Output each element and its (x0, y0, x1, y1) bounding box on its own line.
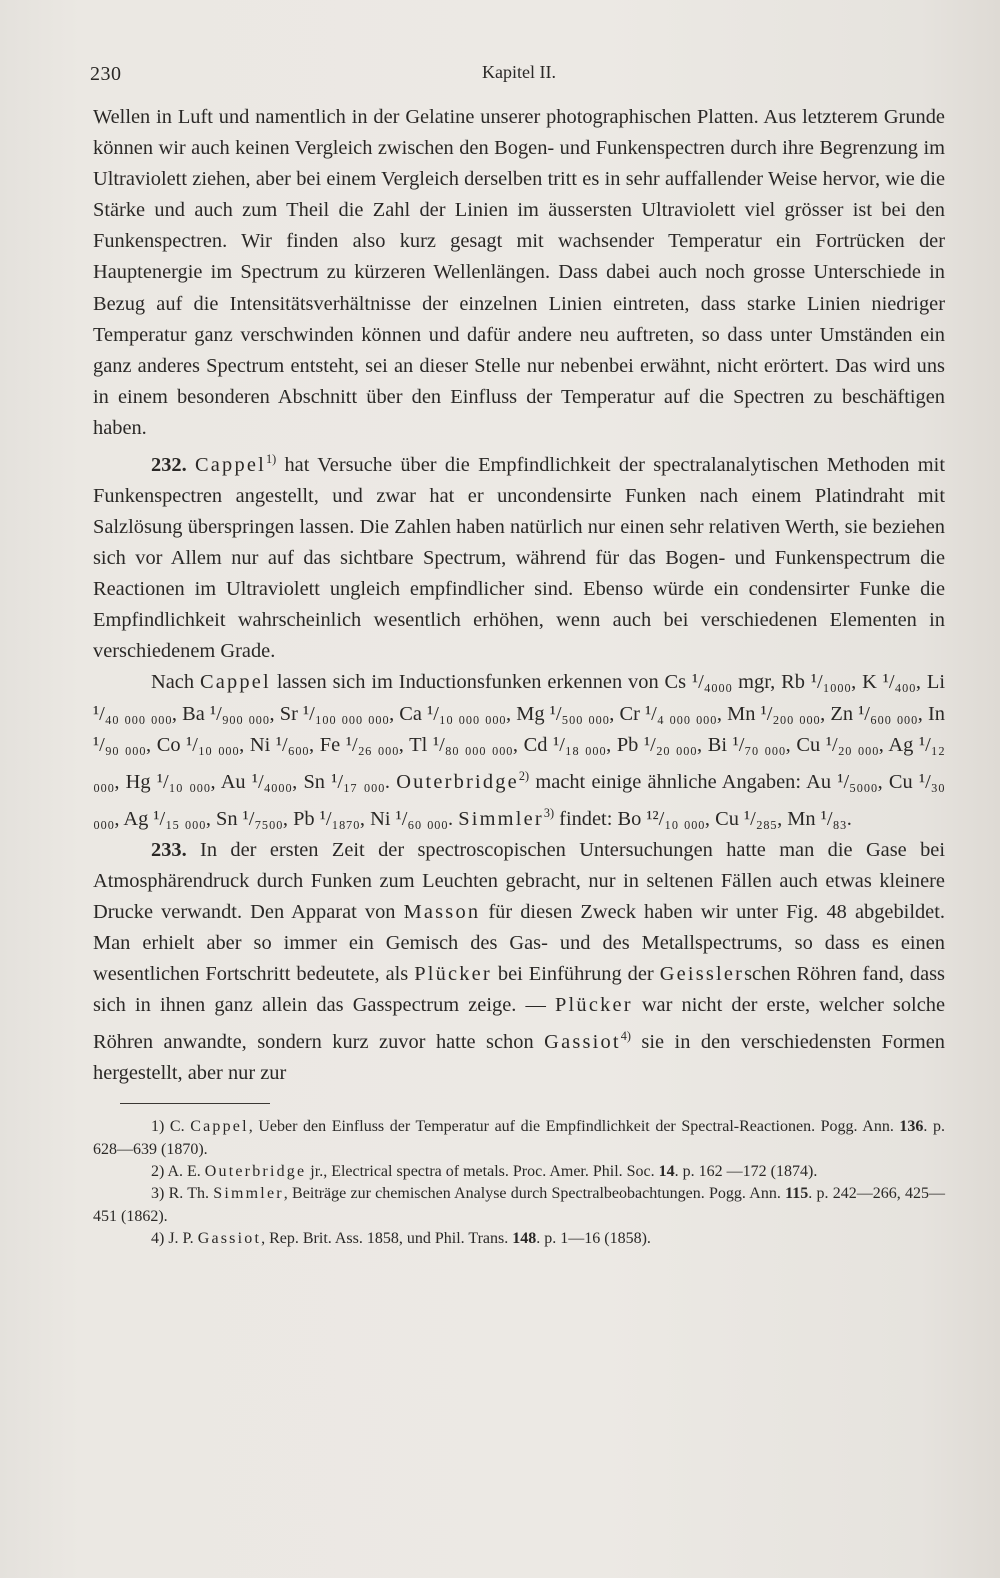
body-text (93, 102, 945, 1089)
author-name: Plücker (414, 962, 492, 985)
author-name: Cappel (199, 671, 271, 694)
paragraph-sensitivity: Nach Cappel lassen sich im Inductionsfunken erkennen von Cs ¹/₄₀₀₀ mgr, Rb ¹/₁₀₀₀, K ¹/₄₀₀, Li ¹/₄₀ ₀₀₀ ₀₀₀, Ba ¹/₉₀₀ ₀₀₀, Sr ¹/₁₀₀ ₀₀₀ ₀₀₀, Ca ¹/₁₀ ₀₀₀ ₀₀₀, Mg ¹/₅₀₀ ₀₀₀, Cr ¹/₄ ₀₀₀ ₀₀₀, Mn ¹/₂₀₀ ₀₀₀, Zn ¹/₆₀₀ ₀₀₀, In ¹/₉₀ ₀₀₀, Co ¹/₁₀ ₀₀₀, Ni ¹/₆₀₀, Fe ¹/₂₆ ₀₀₀, Tl ¹/₈₀ ₀₀₀ ₀₀₀, Cd ¹/₁₈ ₀₀₀, Pb ¹/₂₀ ₀₀₀, Bi ¹/₇₀ ₀₀₀, Cu ¹/₂₀ ₀₀₀, Ag ¹/₁₂ ₀₀₀, Hg ¹/₁₀ ₀₀₀, Au ¹/₄₀₀₀, Sn ¹/₁₇ ₀₀₀. Outerbridge$^{2)}$ macht einige ähnliche Angaben: Au ¹/₅₀₀₀, Cu ¹/₃₀ ₀₀₀, Ag ¹/₁₅ ₀₀₀, Sn ¹/₇₅₀₀, Pb ¹/₁₈₇₀, Ni ¹/₆₀ ₀₀₀. Simmler$^{3)}$ findet: Bo ¹²/₁₀ ₀₀₀, Cu ¹/₂₈₅, Mn ¹/₈₃. (93, 671, 945, 830)
section-number: 233. (151, 838, 187, 861)
author-name: Simmler (213, 1185, 284, 1203)
author-name: Cappel (190, 1118, 249, 1136)
footnotes (93, 1116, 945, 1250)
footnote-1: 1) C. Cappel, Ueber den Einfluss der Temperatur auf die Empfindlichkeit der Spectral-Reactionen. Pogg. Ann. 136. p. 628—639 (1870). (93, 1118, 946, 1158)
footnote-2: 2) A. E. Outerbridge jr., Electrical spectra of metals. Proc. Amer. Phil. Soc. 14. p. 162 —172 (1874). (151, 1162, 818, 1180)
author-name: Geissler (659, 962, 745, 985)
footnote-ref: 3) (543, 805, 555, 820)
page-header (90, 58, 945, 88)
footnote-3: 3) R. Th. Simmler, Beiträge zur chemischen Analyse durch Spectralbeobachtungen. Pogg. Ann. 115. p. 242—266, 425—451 (1862). (93, 1185, 946, 1225)
paragraph-continuation: Wellen in Luft und namentlich in der Gelatine unserer photographischen Platten. Aus letzterem Grunde können wir auch keinen Vergleich zwischen den Bogen- und Funkenspectren durch ihre Begrenzung im Ultraviolett ziehen, aber bei einem Vergleich derselben tritt es in sehr auffallender Weise hervor, wie die Stärke und auch zum Theil die Zahl der Linien im äussersten Ultraviolett viel grösser ist bei den Funkenspectren. Wir finden also kurz gesagt mit wachsender Temperatur ein Fortrücken der Hauptenergie im Spectrum zu kürzeren Wellenlängen. Dass dabei auch noch grosse Unterschiede in Bezug auf die Intensitätsverhältnisse der einzelnen Linien eintreten, dass starke Linien niedriger Temperatur ganz verschwinden können und dafür andere neu auftreten, so dass unter Umständen ein ganz anderes Spectrum entsteht, sei an dieser Stelle nur nebenbei erwähnt, nicht erörtert. Das wird uns in einem besonderen Abschnitt über den Einfluss der Temperatur auf die Spectren zu beschäftigen haben. (93, 106, 945, 439)
footnote-ref: 1) (265, 452, 277, 467)
footnote-ref: 2) (518, 768, 530, 783)
footnote-divider (120, 1103, 270, 1104)
author-name: Outerbridge (204, 1162, 307, 1180)
author-name: Cappel (195, 453, 266, 476)
author-name: Masson (403, 900, 481, 923)
section-232 (93, 444, 945, 667)
author-name: Plücker (555, 994, 633, 1017)
author-name: Gassiot (197, 1230, 262, 1248)
footnote-ref: 4) (620, 1029, 631, 1044)
running-head: Kapitel II. (482, 62, 556, 82)
footnote-4: 4) J. P. Gassiot, Rep. Brit. Ass. 1858, und Phil. Trans. 148. p. 1—16 (1858). (151, 1230, 651, 1248)
section-text: hat Versuche über die Empfindlichkeit der spectralanalytischen Methoden mit Funkenspectren angestellt, und zwar hat er uncondensirte Funken nach einem Platindraht mit Salzlösung überspringen lassen. Die Zahlen haben natürlich nur einen sehr relativen Werth, sie beziehen sich vor Allem nur auf das sichtbare Spectrum, während für das Bogen- und Funkenspectrum die Reactionen im Ultraviolett ungleich empfindlicher sind. Ebenso würde ein condensirter Funke die Empfindlichkeit wahrscheinlich wesentlich erhöhen, wenn auch bei verschiedenen Elementen in verschiedenem Grade. (93, 453, 945, 663)
author-name: Outerbridge (396, 770, 519, 793)
author-name: Gassiot (544, 1030, 621, 1053)
section-number: 232. (151, 453, 187, 476)
author-name: Simmler (458, 807, 544, 830)
page-number: 230 (90, 63, 122, 85)
section-233: 233. In der ersten Zeit der spectroscopischen Untersuchungen hatte man die Gase bei Atmosphärendruck durch Funken zum Leuchten gebracht, nur in seltenen Fällen auch etwas kleinere Drucke verwandt. Den Apparat von Masson für diesen Zweck haben wir unter Fig. 48 abgebildet. Man erhielt aber so immer ein Gemisch des Gas- und des Metallspectrums, so dass es einen wesentlichen Fortschritt bedeutete, als Plücker bei Einführung der Geisslerschen Röhren fand, dass sich in ihnen ganz allein das Gasspectrum zeige. — Plücker war nicht der erste, welcher solche Röhren anwandte, sondern kurz zuvor hatte schon Gassiot$^{4)}$ sie in den verschiedensten Formen hergestellt, aber nur zur (93, 838, 946, 1084)
